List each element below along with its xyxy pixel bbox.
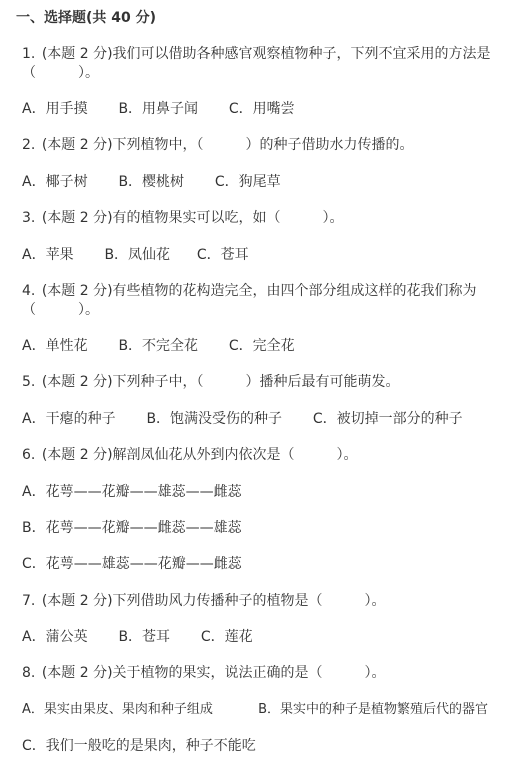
question-number: 4.	[22, 283, 36, 299]
question-text: (本题 2 分)下列借助风力传播种子的植物是（ ）。	[41, 593, 386, 609]
question-5-stem	[22, 373, 400, 391]
question-6-option-a: A．花萼——花瓣——雄蕊——雌蕊	[22, 484, 242, 500]
question-1-stem-continued: （ ）。	[22, 65, 99, 81]
question-number: 5.	[22, 374, 36, 390]
question-text: (本题 2 分)关于植物的果实，说法正确的是（ ）。	[41, 665, 386, 681]
option-a: A．用手摸	[22, 101, 88, 117]
option-b: B．凤仙花	[104, 247, 171, 263]
question-text: (本题 2 分)有些植物的花构造完全，由四个部分组成这样的花我们称为	[41, 283, 477, 299]
section-title: 一、选择题(共 40 分)	[16, 10, 157, 26]
option-b: B．用鼻子闻	[118, 101, 199, 117]
option-a: A．椰子树	[22, 174, 88, 190]
question-3-stem	[22, 209, 344, 227]
question-6-stem	[22, 446, 358, 464]
option-b: B．不完全花	[118, 338, 199, 354]
question-number: 8.	[22, 665, 36, 681]
question-1-options	[22, 100, 295, 118]
question-6-option-b: B．花萼——花瓣——雌蕊——雄蕊	[22, 520, 242, 536]
question-4-stem	[22, 282, 477, 300]
question-number: 1.	[22, 46, 36, 62]
option-a: A．苹果	[22, 247, 74, 263]
question-text: (本题 2 分)下列种子中，（ ）播种后最有可能萌发。	[41, 374, 400, 390]
question-2-options	[22, 173, 281, 191]
question-5-options	[22, 410, 463, 428]
option-c: C．苍耳	[196, 247, 249, 263]
question-text: (本题 2 分)下列植物中，（ ）的种子借助水力传播的。	[41, 137, 414, 153]
question-6-option-c: C．花萼——雄蕊——花瓣——雌蕊	[22, 556, 242, 572]
option-b: B．果实中的种子是植物繁殖后代的器官	[258, 702, 489, 717]
question-7-options	[22, 628, 253, 646]
question-7-stem	[22, 592, 386, 610]
question-8-option-c: C．我们一般吃的是果肉，种子不能吃	[22, 738, 256, 754]
option-b: B．樱桃树	[118, 174, 185, 190]
option-c: C．狗尾草	[214, 174, 281, 190]
question-4-stem-continued: （ ）。	[22, 302, 99, 318]
question-2-stem	[22, 136, 414, 154]
option-c: C．被切掉一部分的种子	[312, 411, 463, 427]
question-4-options	[22, 337, 295, 355]
option-a: A．蒲公英	[22, 629, 88, 645]
question-text: (本题 2 分)解剖凤仙花从外到内依次是（ ）。	[41, 447, 358, 463]
question-3-options	[22, 246, 249, 264]
option-a: A．果实由果皮、果肉和种子组成	[22, 702, 213, 717]
question-1-stem	[22, 45, 491, 63]
option-a: A．单性花	[22, 338, 88, 354]
question-text: (本题 2 分)有的植物果实可以吃，如（ ）。	[41, 210, 344, 226]
option-c: C．用嘴尝	[228, 101, 295, 117]
option-b: B．饱满没受伤的种子	[146, 411, 283, 427]
question-8-options	[22, 701, 488, 719]
question-text: (本题 2 分)我们可以借助各种感官观察植物种子，下列不宜采用的方法是	[41, 46, 491, 62]
option-b: B．苍耳	[118, 629, 171, 645]
option-c: C．完全花	[228, 338, 295, 354]
question-number: 2.	[22, 137, 36, 153]
question-8-stem	[22, 664, 386, 682]
option-a: A．干瘪的种子	[22, 411, 116, 427]
option-c: C．莲花	[200, 629, 253, 645]
question-number: 7.	[22, 593, 36, 609]
question-number: 3.	[22, 210, 36, 226]
question-number: 6.	[22, 447, 36, 463]
